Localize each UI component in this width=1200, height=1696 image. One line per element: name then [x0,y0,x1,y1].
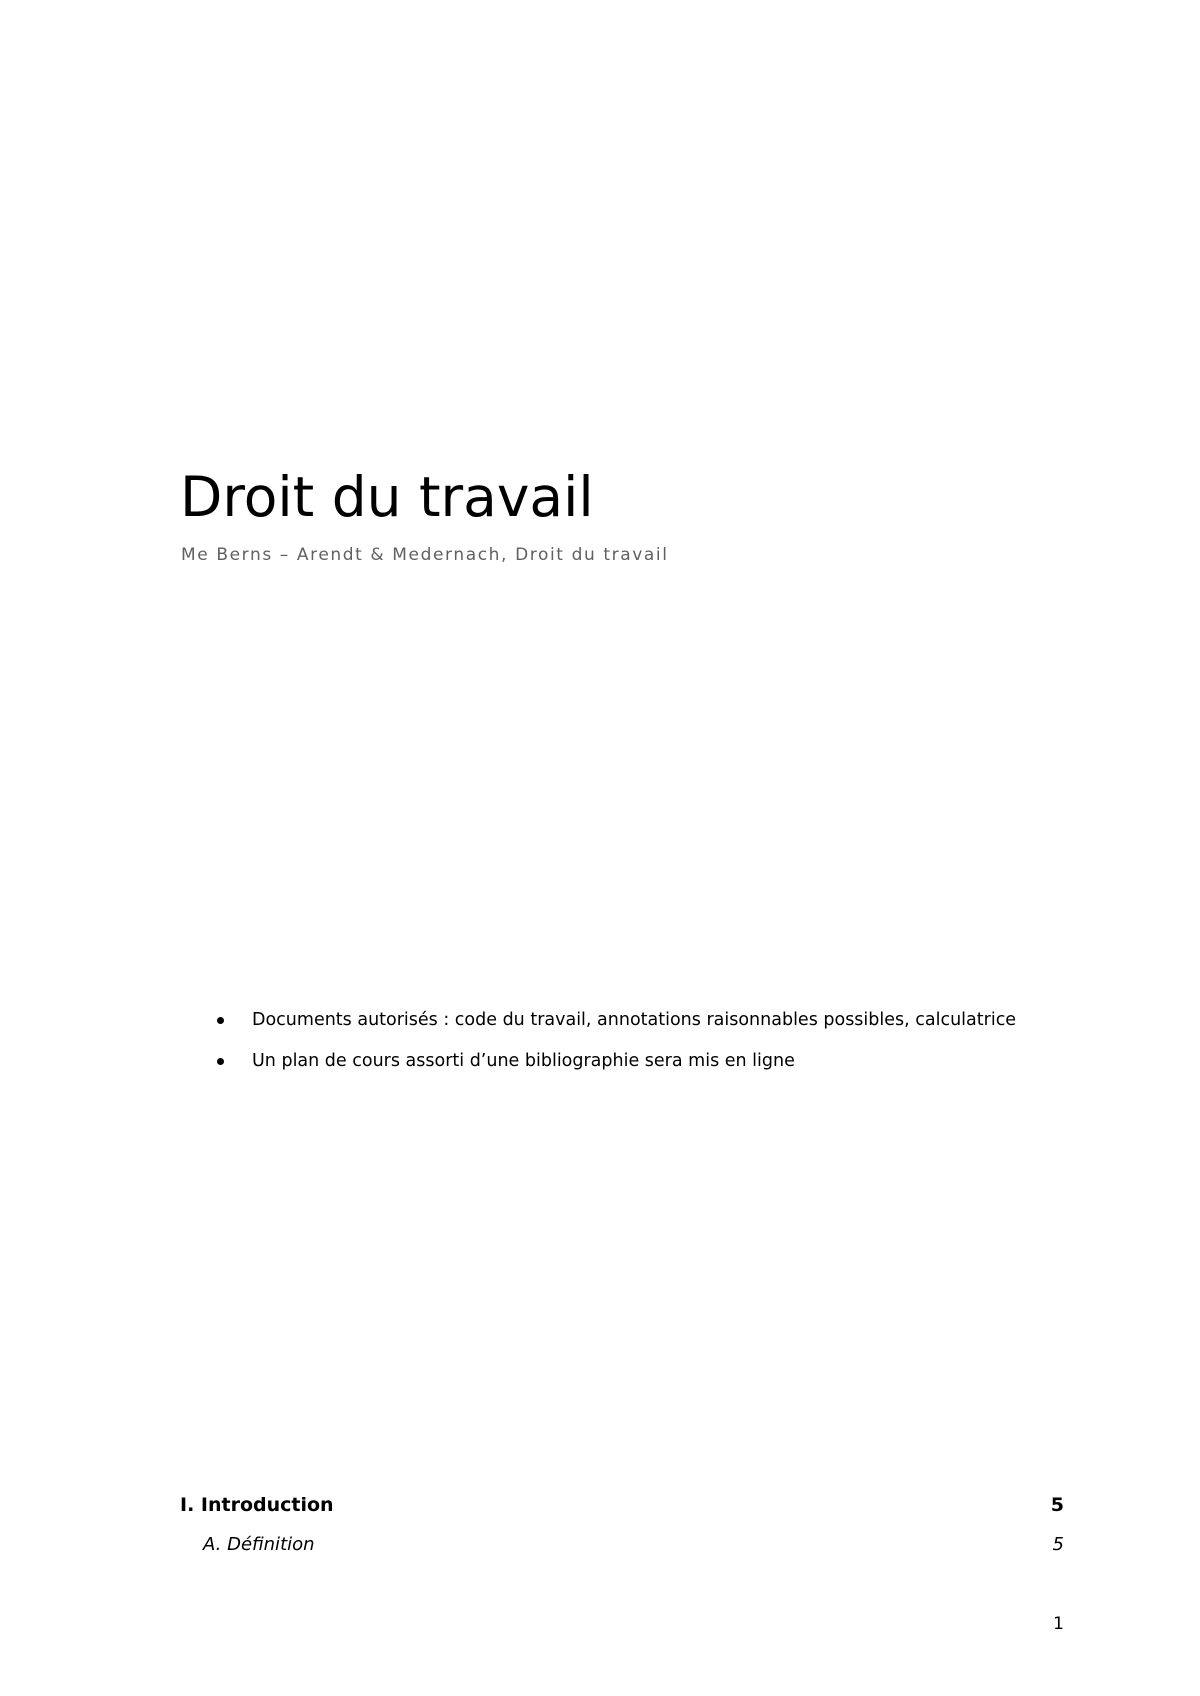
list-item-text: Un plan de cours assorti d’une bibliographie sera mis en ligne [252,1051,795,1071]
bullet-list [214,1008,1016,1090]
list-item-text: Documents autorisés : code du travail, annotations raisonnables possibles, calculatrice [252,1010,1017,1030]
page-number: 1 [1053,1614,1064,1634]
toc-entry-introduction[interactable] [180,1493,1064,1533]
table-of-contents [180,1493,1064,1573]
toc-entry-page: 5 [1052,1534,1064,1555]
toc-entry-label: A. Définition [203,1534,315,1555]
bullet-icon [217,1058,224,1065]
list-item [214,1008,1016,1049]
toc-entry-definition[interactable] [180,1533,1064,1573]
document-subtitle: Me Berns – Arendt & Medernach, Droit du travail [181,545,669,565]
document-title: Droit du travail [180,465,594,529]
bullet-icon [217,1017,224,1024]
list-item [214,1049,1016,1090]
toc-entry-label: I. Introduction [180,1494,334,1516]
toc-entry-page: 5 [1050,1494,1064,1516]
